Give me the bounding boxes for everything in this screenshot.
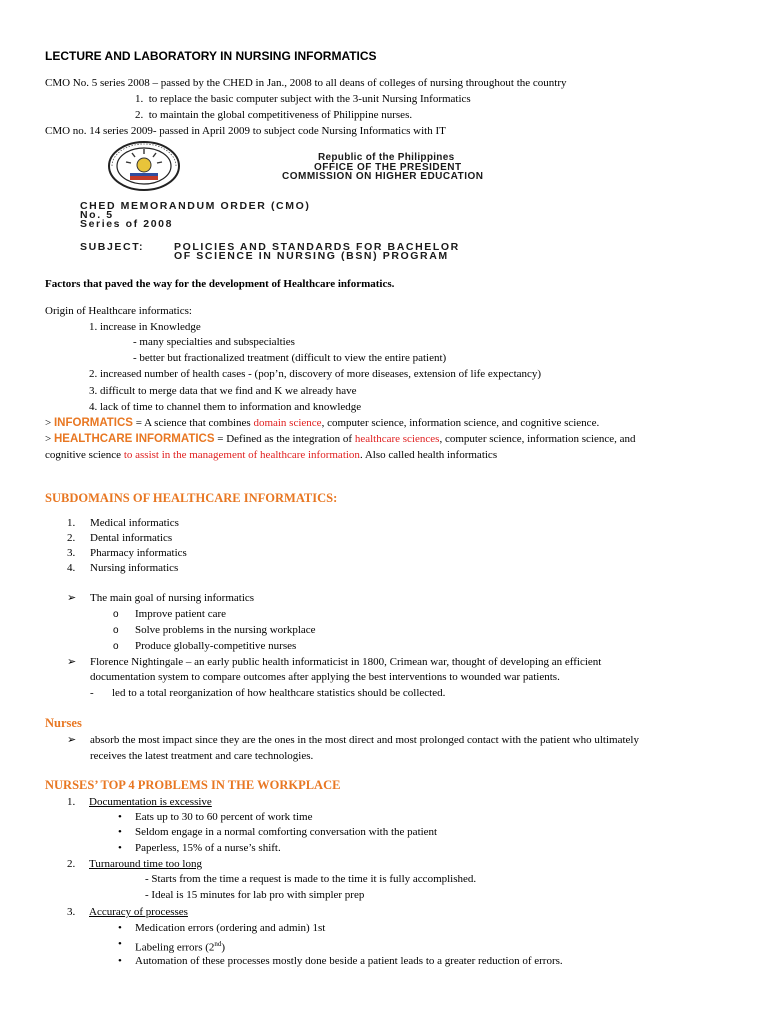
origin-item-4: 4. lack of time to channel them to information and knowledge [89, 401, 362, 413]
hci-line2b: . Also called health informatics [359, 449, 498, 461]
hci-rest: , computer science, information science, and [439, 433, 636, 445]
closing-paren: ) [221, 941, 226, 954]
informatics-equals: = A science that combines [132, 417, 254, 429]
problem-3-item: Medication errors (ordering and admin) 1st [135, 922, 326, 934]
goal-sub-item: Solve problems in the nursing workplace [135, 624, 316, 636]
domain-science: domain science [253, 417, 322, 429]
problem-2-title: Turnaround time too long [89, 858, 202, 870]
bullet-dot-icon: • [118, 811, 122, 823]
origin-heading: Origin of Healthcare informatics: [45, 305, 192, 317]
cmo5-intro: CMO No. 5 series 2008 – passed by the CHED in Jan., 2008 to all deans of colleges of nursing throughout the country [45, 77, 567, 89]
origin-item-3: 3. difficult to merge data that we find and K we already have [89, 385, 357, 397]
cmo5-item-number: 2. [135, 109, 144, 121]
problem-1-item: Eats up to 30 to 60 percent of work time [135, 811, 313, 823]
subdomain-number: 3. [67, 547, 76, 559]
hci-line2a: cognitive science [45, 449, 124, 461]
informatics-prefix: > [45, 417, 54, 429]
memo-series: Series of 2008 [80, 218, 174, 230]
problem-1-item: Paperless, 15% of a nurse’s shift. [135, 842, 281, 854]
problem-2-item: - Starts from the time a request is made to the time it is fully accomplished. [145, 873, 477, 885]
memo-number: No. 5 [80, 209, 114, 221]
problem-number: 3. [67, 906, 76, 918]
hci-prefix: > [45, 433, 54, 445]
circle-bullet-icon: o [113, 625, 119, 636]
subdomain-item [67, 531, 75, 547]
goal-sub-item: Improve patient care [135, 608, 227, 620]
bullet-dot-icon: • [118, 922, 122, 934]
nurses-line-2: receives the latest treatment and care technologies. [90, 750, 314, 762]
problem-3-title: Accuracy of processes [89, 906, 188, 918]
bullet-dot-icon: • [118, 955, 122, 967]
subdomain-number: 1. [67, 517, 76, 529]
cmo14-text: CMO no. 14 series 2009- passed in April 2009 to subject code Nursing Informatics with IT [45, 125, 446, 137]
nightingale-line-2: documentation system to compare outcomes after applying the best interventions to wounded war patients. [90, 671, 560, 683]
memo-order: CHED MEMORANDUM ORDER (CMO) [80, 200, 311, 212]
subdomain-text: Dental informatics [90, 532, 173, 544]
subdomain-text: Pharmacy informatics [90, 547, 187, 559]
origin-item-1: 1. increase in Knowledge [89, 321, 201, 333]
goal-text: The main goal of nursing informatics [90, 592, 255, 604]
dash-bullet-icon: - [90, 687, 94, 699]
nurses-line-1: absorb the most impact since they are the ones in the most direct and most prolonged contact with the patient who ultimately [90, 734, 639, 746]
goal-sub-item: Produce globally-competitive nurses [135, 640, 297, 652]
problem-number: 2. [67, 858, 76, 870]
cmo5-item-text: to replace the basic computer subject with the 3-unit Nursing Informatics [148, 93, 471, 105]
ched-memo-image [80, 138, 720, 266]
subdomain-item [67, 561, 75, 577]
healthcare-sciences: healthcare sciences [354, 433, 440, 445]
subdomain-text: Nursing informatics [90, 562, 179, 574]
hci-equals: = Defined as the integration of [214, 433, 355, 445]
hci-term: HEALTHCARE INFORMATICS [53, 433, 215, 445]
nightingale-line-1: Florence Nightingale – an early public health informaticist in 1800, Crimean war, thought of developing an efficient [90, 656, 602, 668]
cmo5-item-text: to maintain the global competitiveness of Philippine nurses. [148, 109, 413, 121]
hci-definition-line-2 [45, 448, 497, 464]
informatics-term: INFORMATICS [53, 417, 133, 429]
problems-heading: NURSES’ TOP 4 PROBLEMS IN THE WORKPLACE [45, 778, 341, 792]
arrow-bullet-icon: ➢ [67, 656, 77, 668]
bullet-dot-icon: • [118, 842, 122, 854]
factors-heading: Factors that paved the way for the development of Healthcare informatics. [45, 278, 395, 290]
subdomain-number: 4. [67, 562, 76, 574]
subdomain-item [67, 546, 75, 562]
memo-office: OFFICE OF THE PRESIDENT [314, 162, 462, 173]
arrow-bullet-icon: ➢ [67, 734, 77, 746]
problem-3-item: Automation of these processes mostly done beside a patient leads to a greater reduction of errors. [135, 955, 563, 967]
ched-seal-icon [106, 140, 182, 192]
informatics-rest: , computer science, information science, and cognitive science. [321, 417, 600, 429]
document-title: LECTURE AND LABORATORY IN NURSING INFORMATICS [45, 49, 377, 63]
problem-2-item: - Ideal is 15 minutes for lab pro with simpler prep [145, 889, 365, 901]
problem-1-item: Seldom engage in a normal comforting conversation with the patient [135, 826, 438, 838]
nurses-heading: Nurses [45, 716, 82, 730]
memo-subject-line-1: POLICIES AND STANDARDS FOR BACHELOR [174, 241, 460, 253]
ordinal-suffix: nd [214, 940, 222, 948]
cmo5-item-2 [135, 108, 412, 124]
bullet-dot-icon: • [118, 826, 122, 838]
cmo5-item-1 [135, 92, 471, 108]
hci-assist: to assist in the management of healthcare information [123, 449, 360, 461]
subdomain-number: 2. [67, 532, 76, 544]
subdomains-heading: SUBDOMAINS OF HEALTHCARE INFORMATICS: [45, 491, 338, 505]
memo-subject-label: SUBJECT: [80, 241, 145, 253]
circle-bullet-icon: o [113, 641, 119, 652]
origin-item-1a: - many specialties and subspecialties [133, 336, 295, 348]
hci-definition-line-1 [45, 432, 636, 448]
memo-subject-line-2: OF SCIENCE IN NURSING (BSN) PROGRAM [174, 250, 449, 262]
subdomain-item [67, 516, 75, 532]
subdomain-text: Medical informatics [90, 517, 179, 529]
cmo5-item-number: 1. [135, 93, 144, 105]
informatics-definition [45, 416, 599, 432]
problem-1-title: Documentation is excessive [89, 796, 212, 808]
nightingale-sub: led to a total reorganization of how healthcare statistics should be collected. [112, 687, 446, 699]
bullet-dot-icon: • [118, 938, 122, 950]
arrow-bullet-icon: ➢ [67, 592, 77, 604]
memo-commission: COMMISSION ON HIGHER EDUCATION [282, 171, 484, 182]
labeling-errors-text: Labeling errors (2 [135, 941, 215, 954]
origin-item-1b: - better but fractionalized treatment (difficult to view the entire patient) [133, 352, 447, 364]
problem-number: 1. [67, 796, 76, 808]
origin-item-2: 2. increased number of health cases - (pop’n, discovery of more diseases, extension of life expectancy) [89, 368, 542, 380]
memo-republic: Republic of the Philippines [318, 152, 455, 163]
circle-bullet-icon: o [113, 609, 119, 620]
